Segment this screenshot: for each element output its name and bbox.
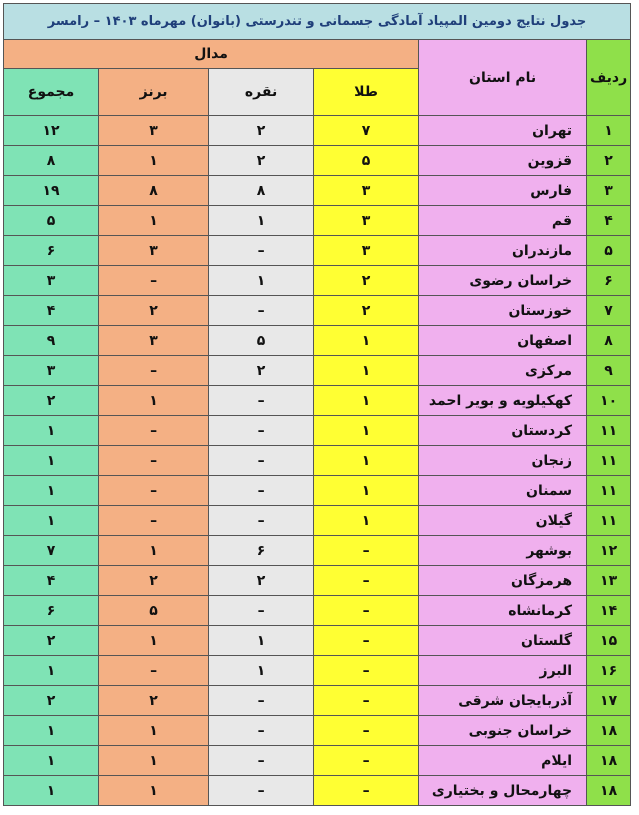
silver-cell: – — [209, 296, 314, 326]
rank-cell: ۱۰ — [587, 386, 631, 416]
gold-cell: ۱ — [314, 356, 419, 386]
province-cell: کهکیلویه و بویر احمد — [419, 386, 587, 416]
bronze-cell: ۱ — [99, 776, 209, 806]
table-title: جدول نتایج دومین المپیاد آمادگی جسمانی و تندرستی (بانوان) مهرماه ۱۴۰۳ – رامسر — [4, 4, 631, 40]
gold-cell: – — [314, 536, 419, 566]
gold-cell: – — [314, 656, 419, 686]
silver-cell: ۲ — [209, 566, 314, 596]
results-table — [3, 3, 631, 806]
rank-cell: ۱ — [587, 116, 631, 146]
gold-cell: ۱ — [314, 476, 419, 506]
table-row — [4, 506, 631, 536]
table-row — [4, 746, 631, 776]
bronze-cell: ۸ — [99, 176, 209, 206]
bronze-cell: ۱ — [99, 146, 209, 176]
total-cell: ۱ — [4, 476, 99, 506]
bronze-cell: ۲ — [99, 296, 209, 326]
rank-cell: ۳ — [587, 176, 631, 206]
rank-cell: ۱۸ — [587, 746, 631, 776]
silver-cell: – — [209, 386, 314, 416]
total-cell: ۹ — [4, 326, 99, 356]
rank-cell: ۱۲ — [587, 536, 631, 566]
province-cell: قم — [419, 206, 587, 236]
silver-cell: – — [209, 596, 314, 626]
gold-cell: ۱ — [314, 386, 419, 416]
total-cell: ۸ — [4, 146, 99, 176]
table-row — [4, 116, 631, 146]
total-cell: ۱ — [4, 416, 99, 446]
table-row — [4, 566, 631, 596]
bronze-cell: – — [99, 356, 209, 386]
silver-cell: ۶ — [209, 536, 314, 566]
silver-cell: ۱ — [209, 206, 314, 236]
silver-cell: – — [209, 446, 314, 476]
gold-cell: – — [314, 686, 419, 716]
total-cell: ۱۹ — [4, 176, 99, 206]
silver-cell: ۱ — [209, 626, 314, 656]
bronze-cell: ۲ — [99, 686, 209, 716]
gold-cell: ۲ — [314, 266, 419, 296]
rank-cell: ۲ — [587, 146, 631, 176]
bronze-cell: ۳ — [99, 236, 209, 266]
rank-cell: ۶ — [587, 266, 631, 296]
rank-cell: ۱۴ — [587, 596, 631, 626]
table-row — [4, 266, 631, 296]
bronze-cell: – — [99, 416, 209, 446]
silver-cell: ۸ — [209, 176, 314, 206]
province-cell: مازندران — [419, 236, 587, 266]
gold-cell: ۲ — [314, 296, 419, 326]
bronze-cell: ۱ — [99, 536, 209, 566]
rank-cell: ۱۸ — [587, 776, 631, 806]
gold-cell: – — [314, 566, 419, 596]
silver-cell: – — [209, 716, 314, 746]
bronze-cell: – — [99, 476, 209, 506]
total-cell: ۱ — [4, 656, 99, 686]
gold-cell: ۱ — [314, 446, 419, 476]
bronze-cell: ۲ — [99, 566, 209, 596]
total-cell: ۵ — [4, 206, 99, 236]
rank-cell: ۹ — [587, 356, 631, 386]
total-cell: ۱ — [4, 746, 99, 776]
table-row — [4, 146, 631, 176]
silver-cell: – — [209, 476, 314, 506]
gold-cell: – — [314, 596, 419, 626]
header-gold: طلا — [314, 69, 419, 116]
total-cell: ۱ — [4, 446, 99, 476]
silver-cell: – — [209, 686, 314, 716]
header-province: نام استان — [419, 40, 587, 116]
silver-cell: ۲ — [209, 116, 314, 146]
province-cell: بوشهر — [419, 536, 587, 566]
table-row — [4, 686, 631, 716]
bronze-cell: ۱ — [99, 206, 209, 236]
province-cell: گلستان — [419, 626, 587, 656]
header-medal: مدال — [4, 40, 419, 69]
gold-cell: ۵ — [314, 146, 419, 176]
table-row — [4, 416, 631, 446]
table-row — [4, 356, 631, 386]
table-row — [4, 446, 631, 476]
gold-cell: ۳ — [314, 236, 419, 266]
rank-cell: ۱۱ — [587, 506, 631, 536]
total-cell: ۶ — [4, 236, 99, 266]
table-row — [4, 326, 631, 356]
rank-cell: ۱۸ — [587, 716, 631, 746]
province-cell: گیلان — [419, 506, 587, 536]
rank-cell: ۱۱ — [587, 416, 631, 446]
bronze-cell: ۵ — [99, 596, 209, 626]
gold-cell: ۳ — [314, 206, 419, 236]
gold-cell: – — [314, 776, 419, 806]
table-row — [4, 656, 631, 686]
rank-cell: ۸ — [587, 326, 631, 356]
gold-cell: – — [314, 626, 419, 656]
province-cell: فارس — [419, 176, 587, 206]
silver-cell: – — [209, 416, 314, 446]
bronze-cell: ۱ — [99, 716, 209, 746]
rank-cell: ۱۱ — [587, 476, 631, 506]
gold-cell: ۳ — [314, 176, 419, 206]
bronze-cell: ۱ — [99, 746, 209, 776]
table-row — [4, 476, 631, 506]
header-bronze: برنز — [99, 69, 209, 116]
province-cell: ایلام — [419, 746, 587, 776]
table-row — [4, 206, 631, 236]
table-row — [4, 236, 631, 266]
gold-cell: – — [314, 716, 419, 746]
silver-cell: ۱ — [209, 266, 314, 296]
silver-cell: ۵ — [209, 326, 314, 356]
bronze-cell: ۳ — [99, 326, 209, 356]
table-row — [4, 386, 631, 416]
results-table-container — [3, 3, 630, 812]
rank-cell: ۱۳ — [587, 566, 631, 596]
silver-cell: ۲ — [209, 146, 314, 176]
rank-cell: ۱۵ — [587, 626, 631, 656]
bronze-cell: ۱ — [99, 626, 209, 656]
rank-cell: ۷ — [587, 296, 631, 326]
rank-cell: ۱۷ — [587, 686, 631, 716]
table-row — [4, 296, 631, 326]
silver-cell: – — [209, 776, 314, 806]
province-cell: مرکزی — [419, 356, 587, 386]
table-row — [4, 716, 631, 746]
table-row — [4, 596, 631, 626]
rank-cell: ۵ — [587, 236, 631, 266]
total-cell: ۳ — [4, 356, 99, 386]
bronze-cell: ۱ — [99, 386, 209, 416]
total-cell: ۳ — [4, 266, 99, 296]
silver-cell: ۱ — [209, 656, 314, 686]
province-cell: هرمزگان — [419, 566, 587, 596]
silver-cell: – — [209, 506, 314, 536]
province-cell: قزوین — [419, 146, 587, 176]
total-cell: ۱ — [4, 776, 99, 806]
rank-cell: ۴ — [587, 206, 631, 236]
total-cell: ۲ — [4, 686, 99, 716]
total-cell: ۱ — [4, 506, 99, 536]
header-rank: ردیف — [587, 40, 631, 116]
header-total: مجموع — [4, 69, 99, 116]
province-cell: کرمانشاه — [419, 596, 587, 626]
rank-cell: ۱۱ — [587, 446, 631, 476]
province-cell: اصفهان — [419, 326, 587, 356]
table-row — [4, 536, 631, 566]
province-cell: زنجان — [419, 446, 587, 476]
province-cell: سمنان — [419, 476, 587, 506]
total-cell: ۴ — [4, 296, 99, 326]
province-cell: کردستان — [419, 416, 587, 446]
total-cell: ۷ — [4, 536, 99, 566]
province-cell: آذربایجان شرقی — [419, 686, 587, 716]
silver-cell: – — [209, 236, 314, 266]
rank-cell: ۱۶ — [587, 656, 631, 686]
province-cell: خراسان جنوبی — [419, 716, 587, 746]
province-cell: خوزستان — [419, 296, 587, 326]
header-silver: نقره — [209, 69, 314, 116]
bronze-cell: – — [99, 656, 209, 686]
table-row — [4, 176, 631, 206]
gold-cell: ۱ — [314, 416, 419, 446]
silver-cell: ۲ — [209, 356, 314, 386]
total-cell: ۶ — [4, 596, 99, 626]
gold-cell: ۱ — [314, 326, 419, 356]
bronze-cell: ۳ — [99, 116, 209, 146]
total-cell: ۱ — [4, 716, 99, 746]
province-cell: خراسان رضوی — [419, 266, 587, 296]
province-cell: تهران — [419, 116, 587, 146]
total-cell: ۱۲ — [4, 116, 99, 146]
table-row — [4, 776, 631, 806]
province-cell: چهارمحال و بختیاری — [419, 776, 587, 806]
total-cell: ۴ — [4, 566, 99, 596]
gold-cell: ۱ — [314, 506, 419, 536]
bronze-cell: – — [99, 506, 209, 536]
gold-cell: – — [314, 746, 419, 776]
total-cell: ۲ — [4, 626, 99, 656]
gold-cell: ۷ — [314, 116, 419, 146]
bronze-cell: – — [99, 266, 209, 296]
total-cell: ۲ — [4, 386, 99, 416]
silver-cell: – — [209, 746, 314, 776]
bronze-cell: – — [99, 446, 209, 476]
table-row — [4, 626, 631, 656]
province-cell: البرز — [419, 656, 587, 686]
